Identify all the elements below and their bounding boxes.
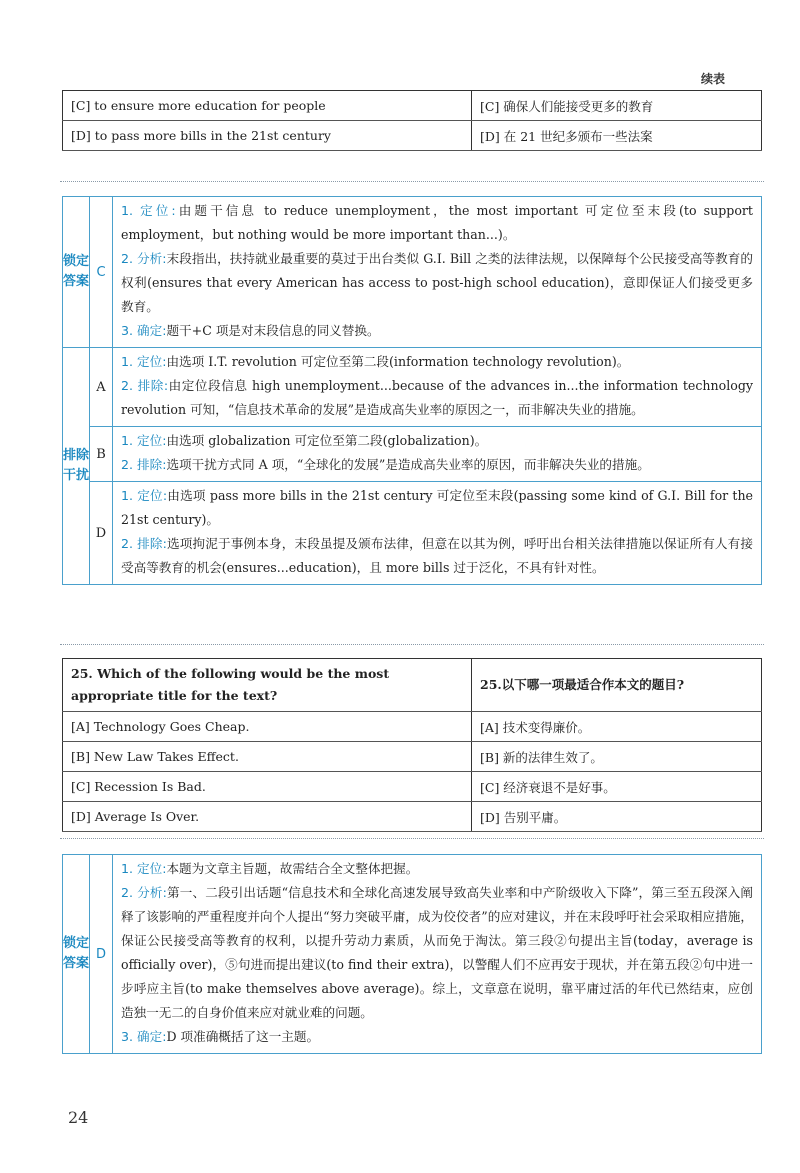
answer-explanation: 1. 定位:本题为文章主旨题，故需结合全文整体把握。 2. 分析:第一、二段引出话题“信息技术和全球化高速发展导致高失业率和中产阶级收入下降”，第三至五段深入阐释了该影响的严重程度并向个人提出“努力突破平庸，成为佼佼者”的应对建议，并在末段呼吁社会采取相应措施，保证公民接受高等教育的权利，以提升劳动力素质，从而免于淘汰。第三段②句提出主旨(today，average is officially over)，⑤句进而提出建议(to find their extra)，以警醒人们不应再安于现状，并在第五段②句中进一步呼应主旨(to make themselves above average)。综上，文章意在说明，靠平庸过活的年代已然结束，应创造独一无二的自身价值来应对就业难的问题。 3. 确定:D 项准确概括了这一主题。 bbox=[113, 855, 762, 1054]
distractor-letter: D bbox=[90, 482, 113, 585]
option-c-zh: [C] 确保人们能接受更多的教育 bbox=[472, 91, 762, 121]
option-d-zh: [D] 在 21 世纪多颁布一些法案 bbox=[472, 121, 762, 151]
option-a-zh: [A] 技术变得廉价。 bbox=[472, 712, 762, 742]
dotted-divider bbox=[60, 644, 764, 645]
dotted-divider bbox=[60, 181, 764, 182]
option-a-en: [A] Technology Goes Cheap. bbox=[63, 712, 472, 742]
lock-answer-label: 锁定答案 bbox=[63, 855, 90, 1054]
distractor-letter: A bbox=[90, 348, 113, 427]
page-number: 24 bbox=[68, 1108, 89, 1127]
option-d-en: [D] to pass more bills in the 21st century bbox=[63, 121, 472, 151]
table-row bbox=[63, 121, 762, 151]
table-row bbox=[63, 91, 762, 121]
distractor-explanation: 1. 定位:由选项 globalization 可定位至第二段(globalization)。 2. 排除:选项干扰方式同 A 项，“全球化的发展”是造成高失业率的原因，而非解决失业的措施。 bbox=[113, 427, 762, 482]
answer-letter: C bbox=[90, 197, 113, 348]
lock-answer-label: 锁定答案 bbox=[63, 197, 90, 348]
answer-explanation: 1. 定位:由题干信息 to reduce unemployment，the most important 可定位至末段(to support employment，but nothing would be more important than...)。 2. 分析:末段指出，扶持就业最重要的莫过于出台类似 G.I. Bill 之类的法律法规，以保障每个公民接受高等教育的权利(ensures that every American has access to post-high school education)，意即保证人们接受更多教育。 3. 确定:题干+C 项是对末段信息的同义替换。 bbox=[113, 197, 762, 348]
dotted-divider bbox=[60, 838, 764, 839]
option-c-en: [C] to ensure more education for people bbox=[63, 91, 472, 121]
question-stem-zh: 25.以下哪一项最适合作本文的题目? bbox=[472, 659, 762, 712]
table-row bbox=[63, 772, 762, 802]
answer-letter: D bbox=[90, 855, 113, 1054]
table-row bbox=[63, 802, 762, 832]
option-b-zh: [B] 新的法律生效了。 bbox=[472, 742, 762, 772]
q24-analysis-table bbox=[62, 196, 762, 585]
option-c-zh: [C] 经济衰退不是好事。 bbox=[472, 772, 762, 802]
distractor-letter: B bbox=[90, 427, 113, 482]
question-stem-en: 25. Which of the following would be the most appropriate title for the text? bbox=[63, 659, 472, 712]
table-row bbox=[63, 742, 762, 772]
distractor-explanation: 1. 定位:由选项 I.T. revolution 可定位至第二段(information technology revolution)。 2. 排除:由定位段信息 high unemployment...because of the advances in...the information technology revolution 可知，“信息技术革命的发展”是造成高失业率的原因之一，而非解决失业的措施。 bbox=[113, 348, 762, 427]
distractor-row-d bbox=[63, 482, 762, 585]
distractor-row-b bbox=[63, 427, 762, 482]
option-d-en: [D] Average Is Over. bbox=[63, 802, 472, 832]
q25-analysis-table bbox=[62, 854, 762, 1054]
q24-options-continued-table bbox=[62, 90, 762, 151]
exclude-distractor-label: 排除干扰 bbox=[63, 348, 90, 585]
continued-label: 续表 bbox=[700, 72, 725, 86]
distractor-explanation: 1. 定位:由选项 pass more bills in the 21st century 可定位至末段(passing some kind of G.I. Bill for the 21st century)。 2. 排除:选项拘泥于事例本身，末段虽提及颁布法律，但意在以其为例，呼吁出台相关法律措施以保证所有人有接受高等教育的机会(ensures...education)，且 more bills 过于泛化，不具有针对性。 bbox=[113, 482, 762, 585]
answer-row bbox=[63, 197, 762, 348]
option-c-en: [C] Recession Is Bad. bbox=[63, 772, 472, 802]
option-b-en: [B] New Law Takes Effect. bbox=[63, 742, 472, 772]
distractor-row-a bbox=[63, 348, 762, 427]
table-row bbox=[63, 712, 762, 742]
answer-row bbox=[63, 855, 762, 1054]
question-row bbox=[63, 659, 762, 712]
q25-options-table bbox=[62, 658, 762, 832]
option-d-zh: [D] 告别平庸。 bbox=[472, 802, 762, 832]
